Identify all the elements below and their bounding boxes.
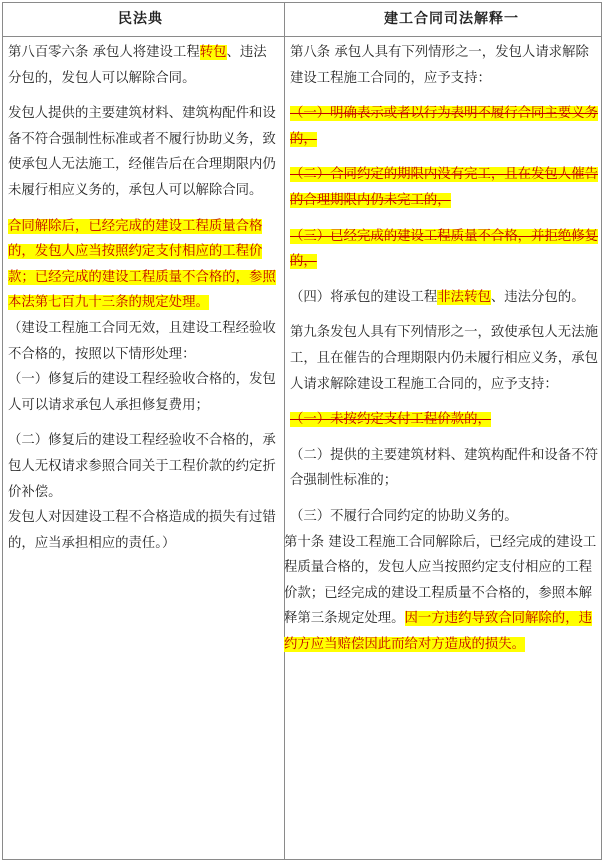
article-10-text: 第十条 建设工程施工合同解除后，已经完成的建设工程质量合格的，发包人应当按照约定支付相应的工程价款；已经完成的建设工程质量不合格的，参照本解释第三条规定处理。 (284, 534, 597, 627)
header-divider (2, 36, 602, 37)
highlight-subcontract: 转包 (199, 45, 227, 60)
article-8-item-4 (290, 285, 602, 311)
article-806-text-end: 、违法分包的，发包人可以解除合同。 (8, 45, 267, 86)
repair-qualified-item: （一）修复后的建设工程经验收合格的，发包人可以请求承包人承担修复费用； (8, 372, 276, 413)
article-8-item-3 (290, 224, 602, 275)
article-10-paragraph (284, 530, 602, 658)
struck-item-1: （一）明确表示或者以行为表明不履行合同主要义务的， (290, 106, 598, 147)
left-column-title: 民法典 (118, 11, 163, 27)
article-806-text: 第八百零六条 承包人将建设工程 (8, 45, 200, 60)
item-4-text: （四）将承包的建设工程 (290, 289, 438, 305)
article-9-item-2: （二）提供的主要建筑材料、建筑构配件和设备不符合强制性标准的； (290, 447, 598, 489)
termination-settlement-paragraph (8, 214, 280, 316)
highlight-illegal-subcontract: 非法转包 (437, 289, 491, 305)
article-9-intro: 第九条发包人具有下列情形之一，致使承包人无法施工，且在催告的合理期限内仍未履行相应义务，承包人请求解除建设工程施工合同的，应予支持： (290, 325, 598, 392)
civil-code-column (8, 40, 280, 566)
repair-unqualified-item: （二）修复后的建设工程经验收不合格的，承包人无权请求参照合同关于工程价款的约定折价补偿。 (8, 433, 276, 500)
article-8-item-1 (290, 101, 602, 152)
struck-item-2: （二）合同约定的期限内没有完工，且在发包人催告的合理期限内仍未完工的， (290, 167, 598, 208)
employer-fault-paragraph: 发包人对因建设工程不合格造成的损失有过错的，应当承担相应的责任。） (8, 510, 276, 551)
struck-item-unpaid: （一）未按约定支付工程价款的， (290, 412, 491, 428)
judicial-interpretation-column (284, 40, 602, 667)
item-4-text-end: 、违法分包的。 (490, 289, 585, 305)
highlight-breach-damages: 因一方违约导致合同解除的，违约方应当赔偿因此而给对方造成的损失。 (284, 611, 592, 652)
employer-breach-paragraph: 发包人提供的主要建筑材料、建筑构配件和设备不符合强制性标准或者不履行协助义务，致使承包人无法施工，经催告后在合理期限内仍未履行相应义务的，承包人可以解除合同。 (8, 106, 276, 198)
article-8-intro: 第八条 承包人具有下列情形之一，发包人请求解除建设工程施工合同的，应予支持： (290, 45, 589, 86)
article-9-item-3: （三）不履行合同约定的协助义务的。 (290, 508, 518, 524)
article-9-item-1 (290, 407, 602, 433)
invalid-contract-paragraph: （建设工程施工合同无效，且建设工程经验收不合格的，按照以下情形处理： (8, 320, 276, 362)
article-806-intro (8, 40, 280, 91)
right-column-title: 建工合同司法解释一 (384, 11, 519, 27)
highlight-settlement: 合同解除后，已经完成的建设工程质量合格的，发包人应当按照约定支付相应的工程价款；已经完成的建设工程质量不合格的，参照本法第七百九十三条的规定处理。 (8, 218, 276, 311)
struck-item-3: （三）已经完成的建设工程质量不合格，并拒绝修复的， (290, 228, 598, 270)
article-8-item-2 (290, 162, 602, 213)
column-divider (284, 2, 285, 860)
